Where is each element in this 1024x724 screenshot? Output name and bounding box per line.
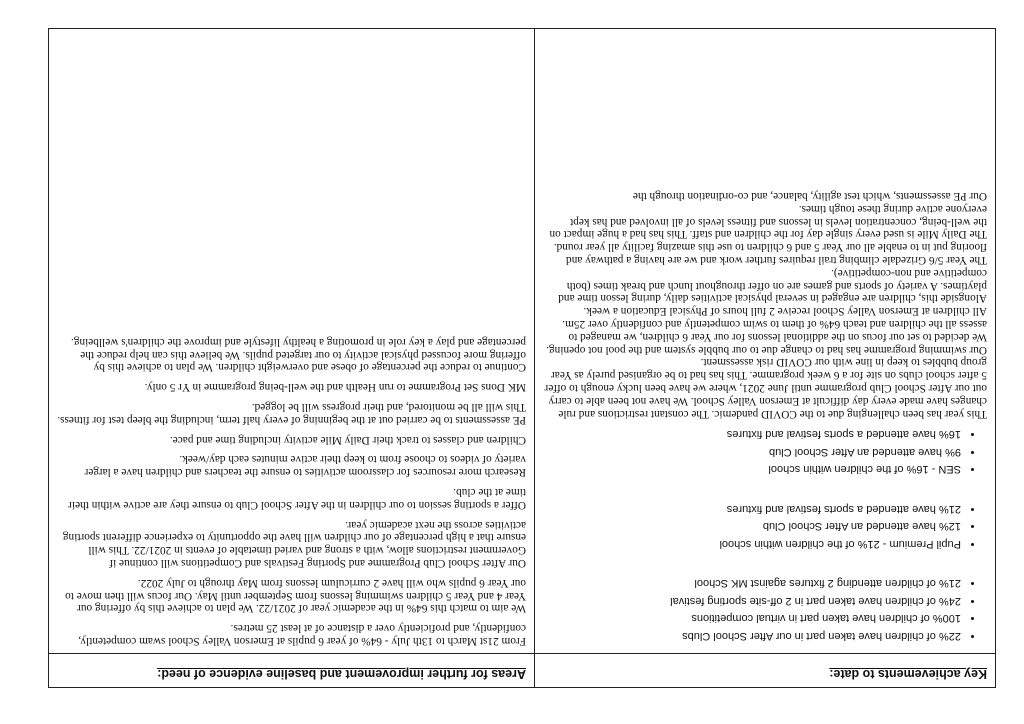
list-item: • 21% of children attending 2 fixtures against MK School [543, 575, 961, 590]
list-item: • 100% of children have taken part in virtual competitions [543, 610, 961, 625]
achievements-header [534, 653, 995, 687]
improvement-paragraph: PE assessments to be carried out at the beginning of every half term, including the bleep test for fitness. This will all be monitored, and their progress will be logged. [57, 401, 526, 426]
achievement-paragraph: The Daily Mile is used every single day for the children and staff. This has had a huge impact on the well-being, concentration levels in lessons and fitness levels of all involved and has kept everyone active during these tough times. [549, 202, 987, 241]
list-item: • Pupil Premium - 21% of the children within school [543, 535, 961, 550]
list-item: • 21% have attended a sports festival and fixtures [543, 500, 961, 515]
list-item: • SEN - 16% of the children within school [543, 461, 961, 476]
list-item: • 24% of children have taken part in 2 off-site sporting festival [543, 592, 961, 607]
list-item: • 12% have attended an After School Club [543, 518, 961, 533]
improvement-paragraph: Offer a sporting session to our children in the After School Club to ensure they are active within their time at the club. [68, 486, 526, 511]
achievement-paragraph: Our swimming programme has had to change due to our bubble system and the pool not opening. We decided to set our focus on the additional lessons for our Year 6 children, we managed to assess all the children and teach 64% of them to swim competently and confidently over 25m. [546, 318, 987, 356]
improvements-header-text: Areas for further improvement and baseline evidence of need: [157, 667, 526, 681]
bullet-list-whole-school [543, 575, 987, 643]
list-item: • 22% of children have taken part in our After School Clubs [543, 628, 961, 643]
bullet-list-pupil-premium [543, 500, 987, 551]
achievements-cell [534, 29, 995, 653]
list-item: • 9% have attended an After School Club [543, 443, 961, 458]
improvement-paragraph: Our After School Club Programme and Sporting Festivals and Competitions will continue if Government restrictions allow, with a strong and varied timetable of events in 2021/22. This will ensure that a high percentage of our children will have the opportunity to experience different sporting activities across the next academic year. [62, 518, 526, 570]
improvement-paragraph: Continue to reduce the percentage of obese and overweight children. We plan to achieve this by offering more focussed physical activity to our targeted pupils. We believe this can help reduce the percentage and play a key role in promoting a healthy lifestyle and improve the children's wellbeing. [70, 335, 526, 374]
achievements-header-text: Key achievements to date: [829, 667, 987, 681]
achievement-paragraph: This year has been challenging due to the COVID pandemic. The constant restrictions and rule changes have made every day difficult at Emerson Valley School. We have not been able to carry out our After School Club programme until June 2021, where we have been lucky enough to offer 5 after school clubs on site for a 6 week programme. This has had to be organised purely as Year group bubbles to keep in line with our COVID risk assessment. [544, 356, 987, 420]
achievement-paragraph: The Year 5/6 Grizedale climbing trail requires further work and we are having a pathway and flooring put in to enable all our Year 5 and 6 children to use this amazing facility all year round. [553, 241, 987, 267]
achievement-paragraph: All children at Emerson Valley School receive 2 full hours of Physical Education a week. Alongside this, children are engaged in several physical activities daily, during lesson time and playtimes. A variety of sports and games are on offer throughout lunch and break times (both competitive and non-competitive). [558, 266, 987, 318]
evidence-table [48, 28, 996, 688]
improvement-paragraph: From 21st March to 13th July - 64% of year 6 pupils at Emerson Valley School swam competently, confidently, and proficiently over a distance of at least 25 metres. [78, 622, 526, 647]
improvement-paragraph: Children and classes to track their Daily Mile activity including time and pace. [169, 433, 526, 446]
list-item: • 16% have attended a sports festival and fixtures [543, 426, 961, 441]
improvements-header [49, 653, 534, 687]
improvement-paragraph: Research more resources for classroom activities to ensure the teachers and children have a larger variety of videos to choose from to keep their active minutes each day/week. [84, 453, 526, 479]
improvements-cell [49, 29, 534, 653]
bullet-list-sen [543, 426, 987, 477]
improvement-paragraph: We aim to match this 64% in the academic year of 2021/22. We plan to achieve this by offering our Year 4 and Year 5 children swimming lessons from September until May. Our focus will then move to our Year 6 pupils who will have 2 curriculum lessons from May through to July 2022. [65, 576, 526, 615]
achievement-paragraph: Our PE assessments, which test agility, balance, and co-ordination through the [632, 190, 987, 203]
improvement-paragraph: MK Dons Set Programme to run Health and the well-being programme in Yr 5 only. [144, 381, 526, 394]
